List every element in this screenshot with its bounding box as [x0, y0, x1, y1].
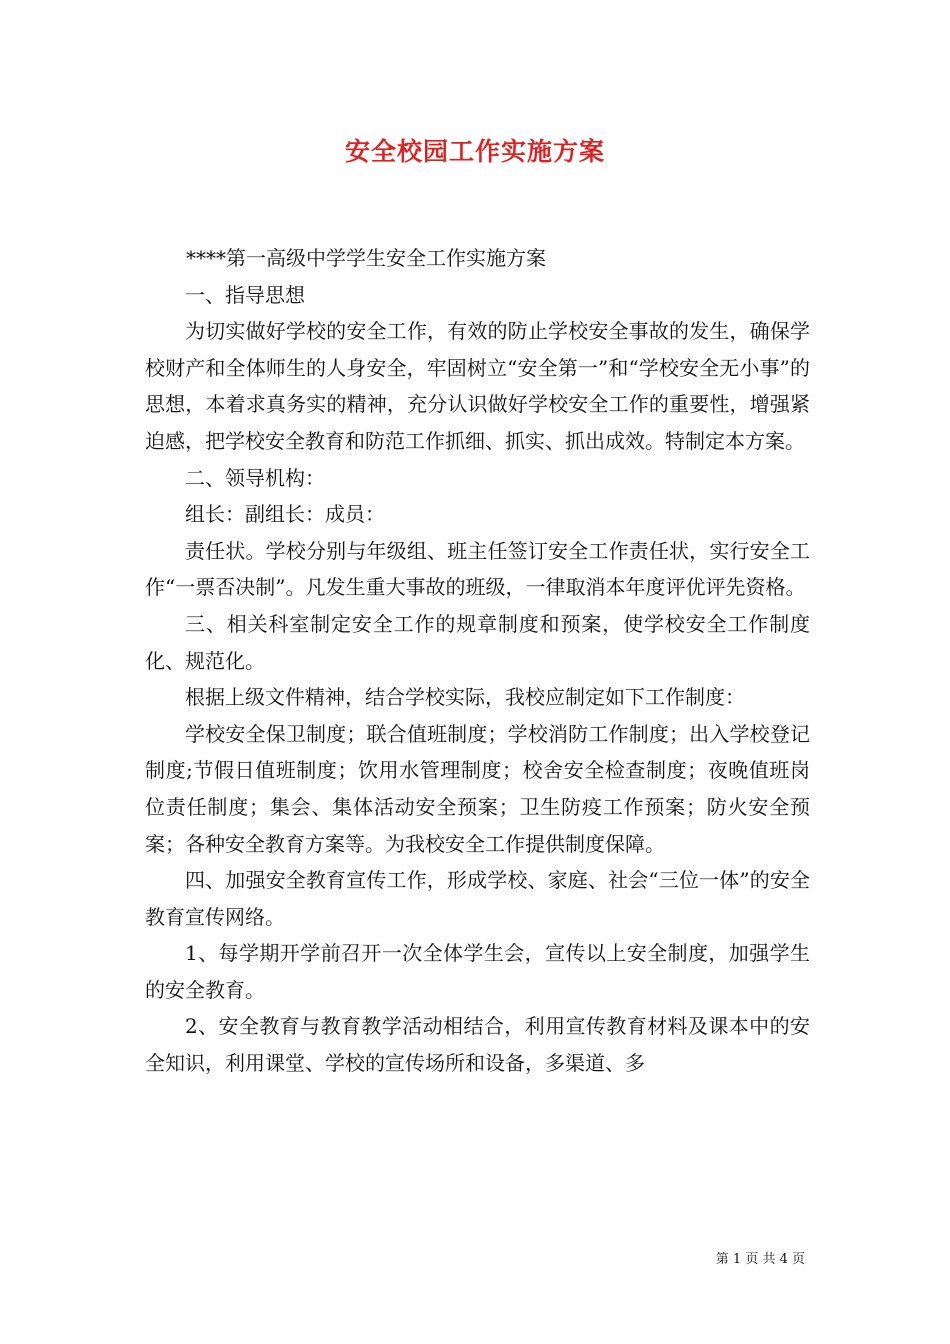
list-item: 1、每学期开学前召开一次全体学生会，宣传以上安全制度，加强学生的安全教育。: [145, 941, 810, 1002]
section-heading-guiding-ideology: 一、指导思想: [185, 282, 305, 307]
paragraph-subtitle: ****第一高级中学学生安全工作实施方案: [186, 246, 546, 270]
paragraph: 责任状。学校分别与年级组、班主任签订安全工作责任状，实行安全工作“一票否决制”。凡发生重大事故的班级，一律取消本年度评优评先资格。: [145, 538, 810, 600]
paragraph: 组长：副组长：成员：: [185, 502, 385, 527]
section-heading-leadership: 二、领导机构：: [185, 465, 325, 490]
section-heading-education: 四、加强安全教育宣传工作，形成学校、家庭、社会“三位一体”的安全教育宣传网络。: [145, 868, 810, 929]
paragraph: 为切实做好学校的安全工作，有效的防止学校安全事故的发生，确保学校财产和全体师生的人身安全，牢固树立“安全第一”和“学校安全无小事”的思想，本着求真务实的精神，充分认识做好学校安全工作的重要性，增强紧迫感，把学校安全教育和防范工作抓细、抓实、抓出成效。特制定本方案。: [145, 319, 810, 453]
document-title: 安全校园工作实施方案: [344, 137, 605, 166]
document-body: [145, 240, 810, 1082]
paragraph: 根据上级文件精神，结合学校实际，我校应制定如下工作制度：: [185, 685, 745, 710]
page-number-footer: 第 1 页 共 4 页: [715, 1252, 805, 1267]
paragraph: 学校安全保卫制度；联合值班制度；学校消防工作制度；出入学校登记制度;节假日值班制度；饮用水管理制度；校舍安全检查制度；夜晚值班岗位责任制度；集会、集体活动安全预案；卫生防疫工作预案；防火安全预案；各种安全教育方案等。为我校安全工作提供制度保障。: [145, 721, 810, 856]
section-heading-regulations: 三、相关科室制定安全工作的规章制度和预案，使学校安全工作制度化、规范化。: [145, 611, 810, 673]
list-item: 2、安全教育与教育教学活动相结合，利用宣传教育材料及课本中的安全知识，利用课堂、学校的宣传场所和设备，多渠道、多: [145, 1014, 810, 1076]
